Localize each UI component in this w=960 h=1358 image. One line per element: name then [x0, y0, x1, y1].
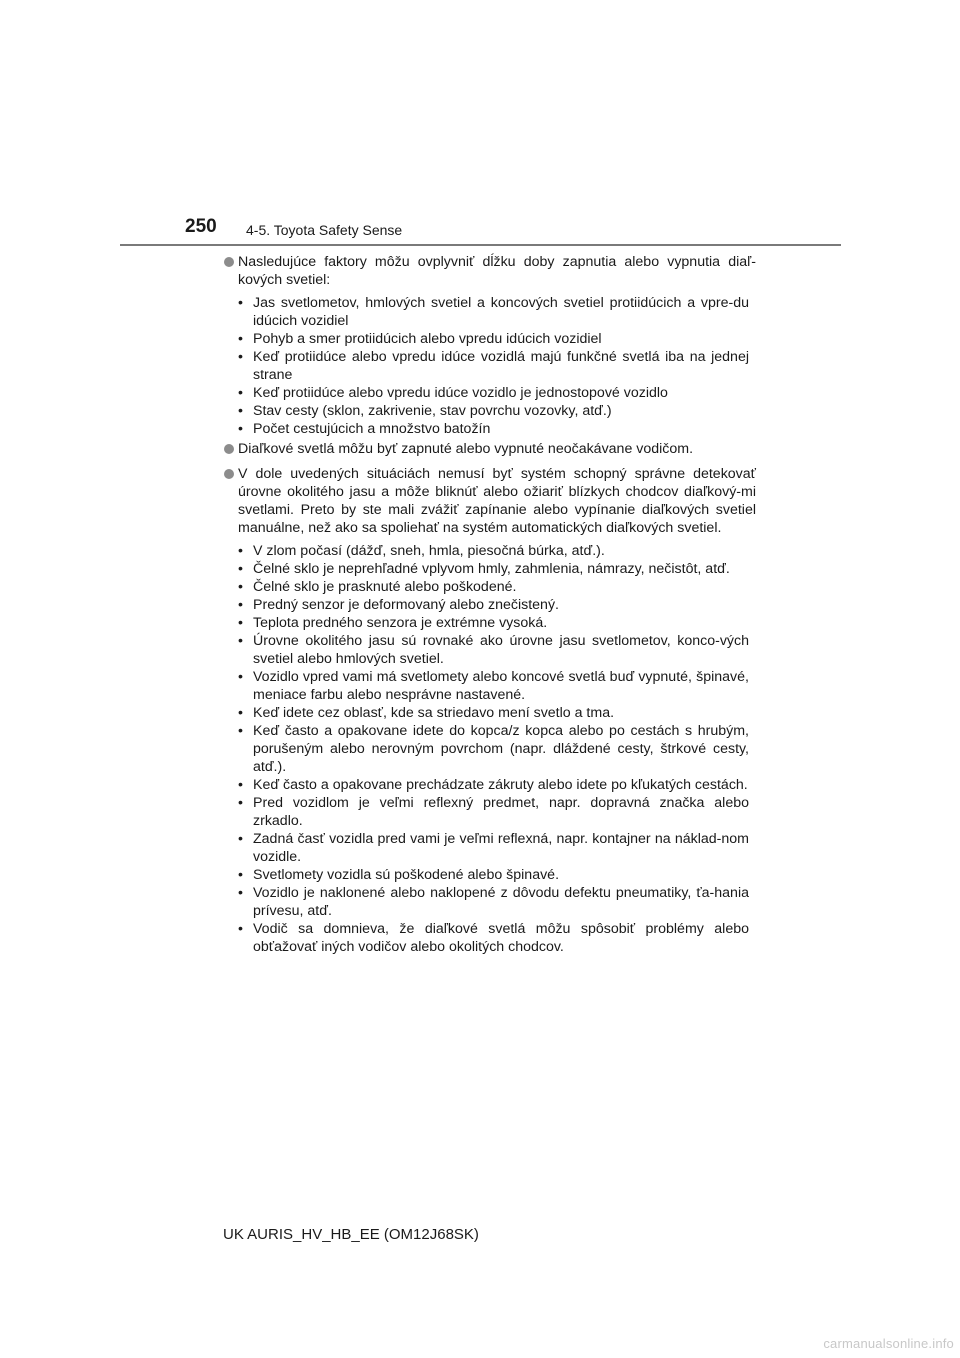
list-item: • Pred vozidlom je veľmi reflexný predmet, napr. dopravná značka alebo zrkadlo.	[238, 794, 756, 830]
list-item: • Svetlomety vozidla sú poškodené alebo špinavé.	[238, 866, 756, 884]
list-item: • Keď protiidúce alebo vpredu idúce vozidlá majú funkčné svetlá iba na jednej strane	[238, 348, 756, 384]
list-item: • Predný senzor je deformovaný alebo znečistený.	[238, 596, 756, 614]
bullet-paragraph	[224, 253, 756, 289]
factor-list	[224, 294, 756, 438]
list-item: • Keď protiidúce alebo vpredu idúce vozidlo je jednostopové vozidlo	[238, 384, 756, 402]
list-item: • Čelné sklo je neprehľadné vplyvom hmly, zahmlenia, námrazy, nečistôt, atď.	[238, 560, 756, 578]
situation-list	[224, 542, 756, 956]
page-content	[224, 253, 756, 956]
bullet-dot-icon	[224, 257, 234, 267]
page-number: 250	[185, 216, 217, 237]
list-item: • Vozidlo vpred vami má svetlomety alebo koncové svetlá buď vypnuté, špinavé, meniace farbu alebo nesprávne nastavené.	[238, 668, 756, 704]
bullet-paragraph	[224, 440, 756, 458]
list-item: • Počet cestujúcich a množstvo batožín	[238, 420, 756, 438]
list-item: • Zadná časť vozidla pred vami je veľmi reflexná, napr. kontajner na náklad-nom vozidle.	[238, 830, 756, 866]
list-item: • Úrovne okolitého jasu sú rovnaké ako úrovne jasu svetlometov, konco-vých svetiel alebo hmlových svetiel.	[238, 632, 756, 668]
list-item: • Keď často a opakovane idete do kopca/z kopca alebo po cestách s hrubým, porušeným alebo nerovným povrchom (napr. dláždené cesty, štrkové cesty, atď.).	[238, 722, 756, 776]
bullet-dot-icon	[224, 469, 234, 479]
list-item: • Keď idete cez oblasť, kde sa striedavo mení svetlo a tma.	[238, 704, 756, 722]
bullet-paragraph	[224, 465, 756, 537]
list-item: • Vozidlo je naklonené alebo naklopené z dôvodu defektu pneumatiky, ťa-hania prívesu, atď.	[238, 884, 756, 920]
section-title: 4-5. Toyota Safety Sense	[246, 222, 403, 238]
paragraph-text: V dole uvedených situáciách nemusí byť systém schopný správne detekovať úrovne okolitého jasu a môže bliknúť alebo ožiariť blízkych chodcov diaľkový-mi svetlami. Preto by ste mali zvážiť zapínanie alebo vypínanie diaľkových svetiel manuálne, než ako sa spoliehať na systém automatických diaľkových svetiel.	[238, 466, 756, 536]
paragraph-text: Nasledujúce faktory môžu ovplyvniť dĺžku doby zapnutia alebo vypnutia diaľ-kových svetiel:	[238, 254, 756, 288]
list-item: • Vodič sa domnieva, že diaľkové svetlá môžu spôsobiť problémy alebo obťažovať iných vodičov alebo okolitých chodcov.	[238, 920, 756, 956]
paragraph-text: Diaľkové svetlá môžu byť zapnuté alebo vypnuté neočakávane vodičom.	[238, 441, 694, 457]
list-item: • Pohyb a smer protiidúcich alebo vpredu idúcich vozidiel	[238, 330, 756, 348]
list-item: • Keď často a opakovane prechádzate zákruty alebo idete po kľukatých cestách.	[238, 776, 756, 794]
list-item: • Čelné sklo je prasknuté alebo poškodené.	[238, 578, 756, 596]
list-item: • V zlom počasí (dážď, sneh, hmla, piesočná búrka, atď.).	[238, 542, 756, 560]
watermark[interactable]: carmanualsonline.info	[823, 1336, 954, 1351]
list-item: • Jas svetlometov, hmlových svetiel a koncových svetiel protiidúcich a vpre-du idúcich vozidiel	[238, 294, 756, 330]
header-divider	[120, 244, 841, 246]
bullet-dot-icon	[224, 444, 234, 454]
list-item: • Teplota predného senzora je extrémne vysoká.	[238, 614, 756, 632]
model-code: UK AURIS_HV_HB_EE (OM12J68SK)	[223, 1226, 479, 1243]
list-item: • Stav cesty (sklon, zakrivenie, stav povrchu vozovky, atď.)	[238, 402, 756, 420]
